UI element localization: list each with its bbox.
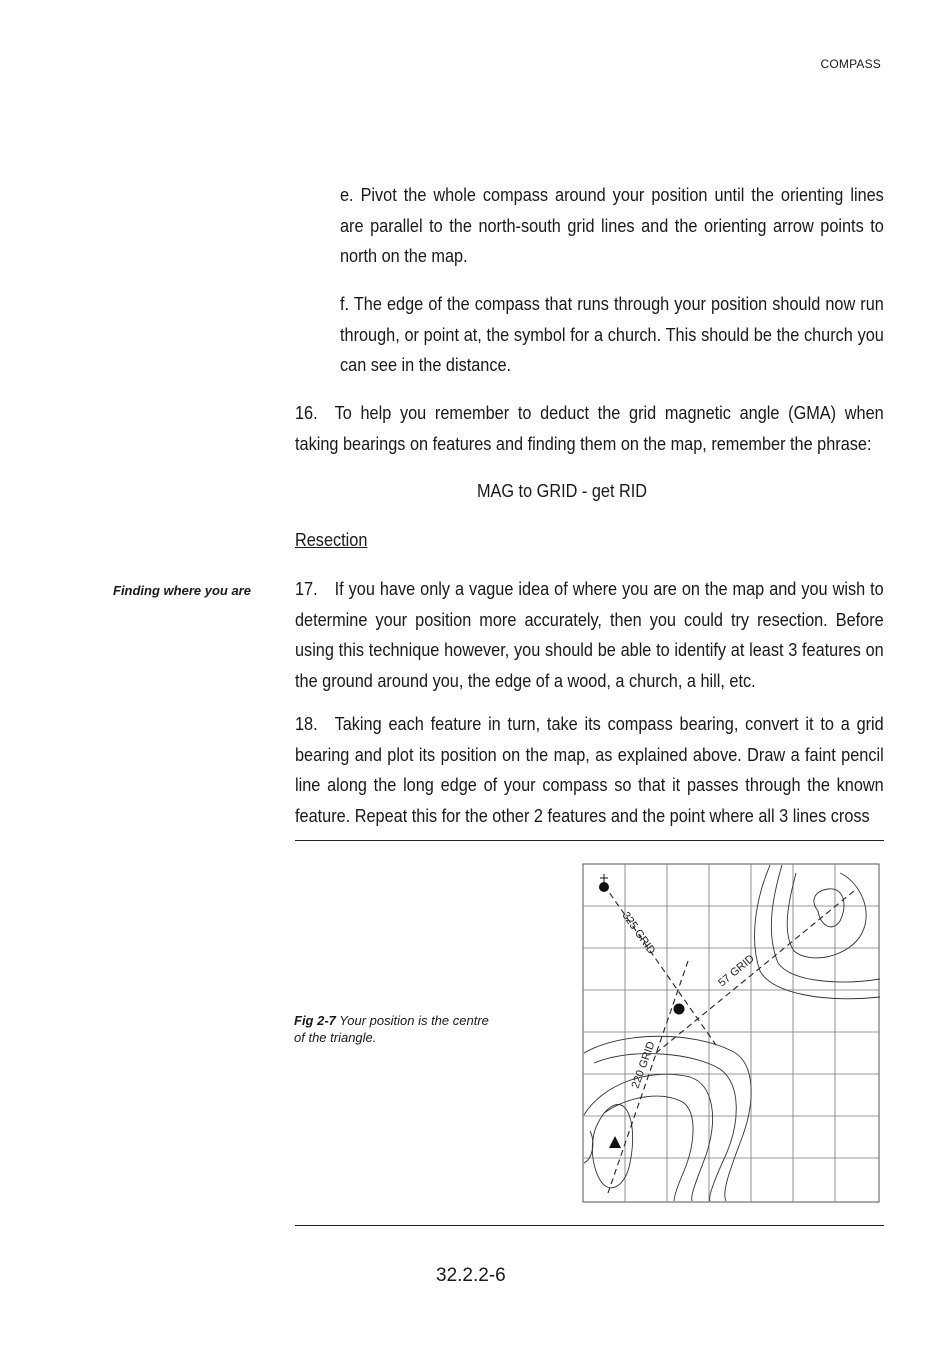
- paragraph-text: If you have only a vague idea of where you are on the map and you wish to determine your position more accurately, then you could try resection. Before using this technique however, you should be able to identify at least 3 features on the ground around you, the edge of a wood, a church, a hill, etc.: [295, 578, 884, 691]
- hill-triangle-symbol: [609, 1136, 621, 1148]
- section-heading: Resection: [295, 529, 368, 550]
- paragraph-18: [295, 709, 884, 831]
- margin-note: Finding where you are: [113, 583, 251, 598]
- page-number: 32.2.2-6: [436, 1265, 506, 1286]
- paragraph-text: Taking each feature in turn, take its compass bearing, convert it to a grid bearing and plot its position on the map, as explained above. Draw a faint pencil line along the long edge of your compass so that it passes through the known feature. Repeat this for the other 2 features and the point where all 3 lines cross: [295, 713, 884, 826]
- paragraph-e: e. Pivot the whole compass around your position until the orienting lines are parallel to the north-south grid lines and the orienting arrow points to north on the map.: [340, 184, 884, 266]
- position-marker: [674, 1004, 685, 1015]
- running-header: COMPASS: [820, 57, 881, 71]
- paragraph-17: [295, 574, 884, 696]
- figure-caption-text: Your position is the centre of the triangle.: [294, 1013, 489, 1045]
- bearing-line-57: [656, 891, 854, 1053]
- church-symbol: [599, 874, 609, 892]
- figure-bottom-rule: [295, 1225, 884, 1226]
- figure-caption: [294, 1012, 494, 1046]
- paragraph-16: [295, 398, 884, 459]
- bearing-label-325: 325 GRID: [619, 909, 658, 957]
- paragraph-text: To help you remember to deduct the grid magnetic angle (GMA) when taking bearings on features and finding them on the map, remember the phrase:: [295, 402, 884, 454]
- resection-map-figure: [582, 863, 880, 1203]
- paragraph-number: 16.: [295, 402, 318, 423]
- bearing-line-325: [604, 885, 716, 1045]
- mnemonic-phrase: MAG to GRID - get RID: [476, 480, 648, 501]
- paragraph-number: 17.: [295, 578, 318, 599]
- figure-label: Fig 2-7: [294, 1013, 336, 1028]
- bearing-label-220: 220 GRID: [629, 1039, 658, 1091]
- bearing-label-57: 57 GRID: [716, 952, 757, 990]
- figure-top-rule: [295, 840, 884, 841]
- paragraph-f: f. The edge of the compass that runs through your position should now run through, or point at, the symbol for a church. This should be the church you can see in the distance.: [340, 293, 884, 375]
- paragraph-number: 18.: [295, 713, 318, 734]
